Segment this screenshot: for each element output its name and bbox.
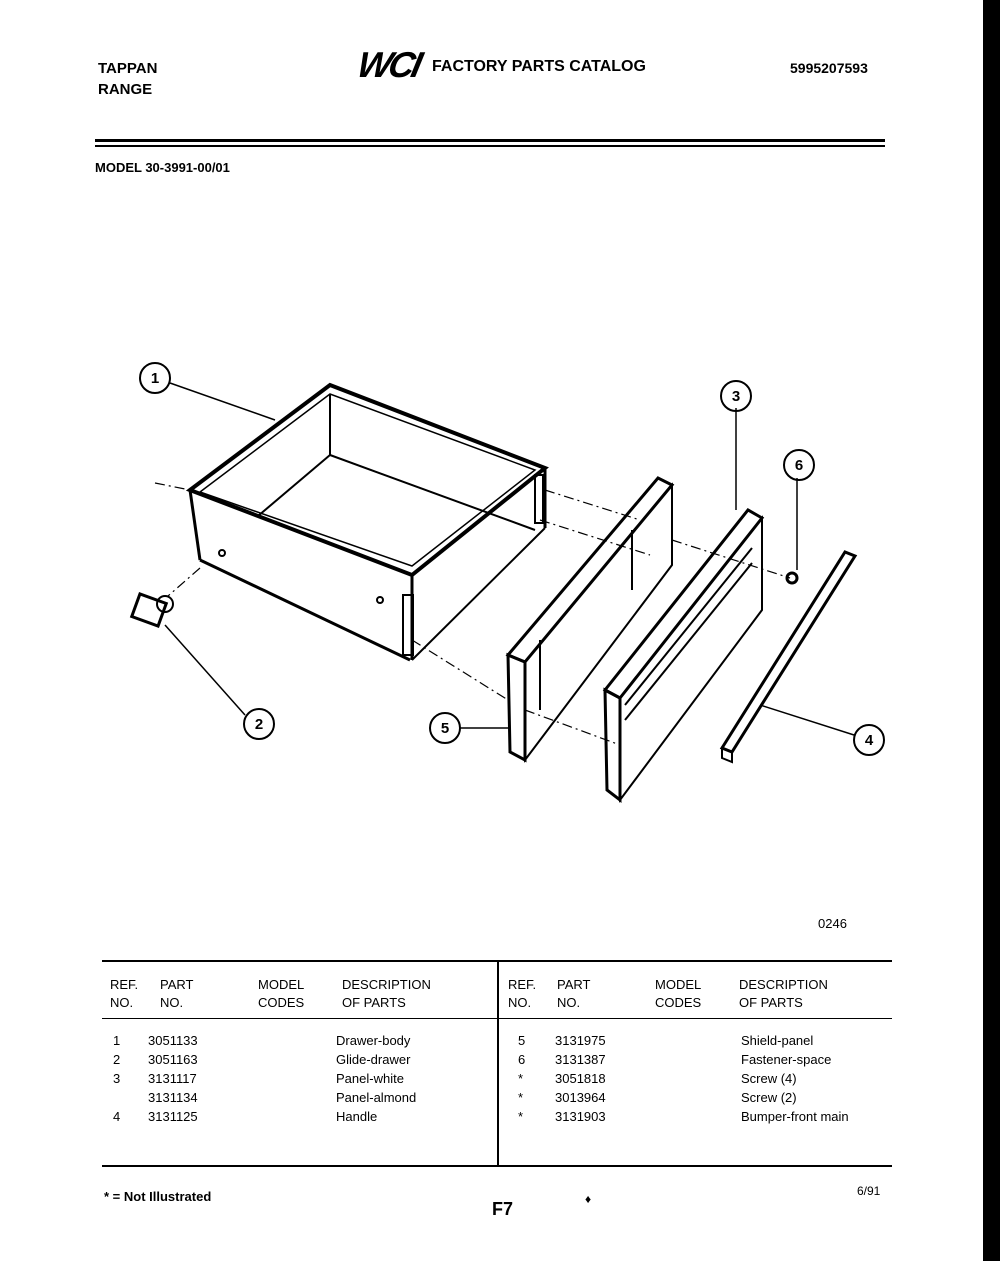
table-cell: 3 [113,1071,121,1086]
table-cell: Screw (2) [741,1090,797,1105]
table-cell: * [518,1071,524,1086]
table-cell: 3131117 [148,1071,197,1086]
print-mark-icon: ♦ [585,1192,592,1206]
shield-panel-illustration [508,478,672,760]
table-cell: Fastener-space [741,1052,832,1067]
table-cell: Screw (4) [741,1071,797,1086]
col-header-desc: DESCRIPTION OF PARTS [342,977,431,1010]
figure-code: 0246 [818,916,847,931]
table-cell: Shield-panel [741,1033,814,1048]
desc-column-left [336,1031,416,1126]
col-header-model-right: MODEL CODES [655,977,702,1010]
table-cell: Drawer-body [336,1033,411,1048]
col-header-ref: REF. NO. [110,977,139,1010]
table-cell: 3051818 [555,1071,606,1086]
table-divider [497,962,499,1165]
model-number: MODEL 30-3991-00/01 [95,160,230,175]
catalog-number: 5995207593 [790,60,868,76]
table-cell: 5 [518,1033,526,1048]
brand-name: TAPPAN [98,60,158,77]
not-illustrated-note: * = Not Illustrated [104,1189,212,1204]
table-cell: * [518,1090,524,1105]
table-cell: 1 [113,1033,121,1048]
callout-6: 6 [794,457,804,474]
ref-column-right [518,1031,525,1126]
glide-illustration [132,594,173,626]
col-header-part: PART NO. [160,977,194,1010]
table-cell: 4 [113,1109,121,1124]
part-column-left [148,1031,198,1126]
col-header-desc-right: DESCRIPTION OF PARTS [739,977,828,1010]
table-cell: 2 [113,1052,121,1067]
col-header-part-right: PART NO. [557,977,591,1010]
col-header-model: MODEL CODES [258,977,305,1010]
table-cell: 3131903 [555,1109,606,1124]
table-cell: 3013964 [555,1090,606,1105]
table-cell: 3131134 [148,1090,198,1105]
table-cell: 3131975 [555,1033,606,1048]
table-cell: * [518,1109,524,1124]
table-cell: Panel-almond [336,1090,417,1105]
handle-illustration [722,552,855,762]
table-rule-bottom [102,1165,892,1167]
drawer-body-illustration [190,385,545,660]
table-cell: 3131125 [148,1109,198,1124]
callout-5: 5 [440,720,450,737]
desc-column-right [741,1031,849,1126]
table-cell: 3131387 [555,1052,606,1067]
wci-logo: WCI [353,44,424,85]
front-panel-illustration [605,510,762,800]
callout-1: 1 [150,370,160,387]
callout-4: 4 [864,732,874,749]
catalog-title: FACTORY PARTS CATALOG [432,58,646,75]
table-cell: Handle [336,1109,378,1124]
product-name: RANGE [98,81,153,98]
table-cell: Bumper-front main [741,1109,849,1124]
page-number: F7 [492,1199,514,1219]
table-cell: Glide-drawer [336,1052,411,1067]
table-cell: Panel-white [336,1071,404,1086]
table-cell: 3051133 [148,1033,198,1048]
callout-2: 2 [254,716,264,733]
revision-date: 6/91 [857,1184,881,1198]
part-column-right [555,1031,606,1126]
col-header-ref-right: REF. NO. [508,977,537,1010]
table-cell: 3051163 [148,1052,198,1067]
callout-3: 3 [731,388,741,405]
ref-column-left [113,1031,120,1126]
table-cell [113,1088,120,1107]
table-cell: 6 [518,1052,526,1067]
